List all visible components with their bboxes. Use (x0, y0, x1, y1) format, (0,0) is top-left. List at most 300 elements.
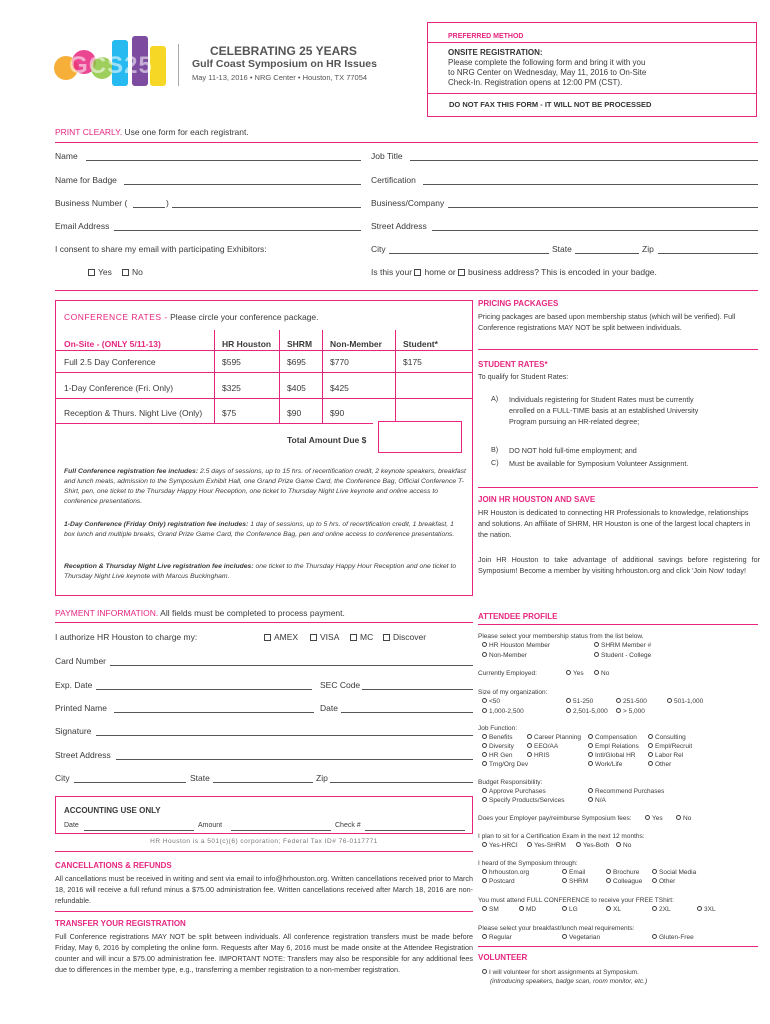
rate-full-nonmember[interactable]: $770 (330, 357, 349, 367)
zip-label: Zip (642, 244, 654, 254)
radio-job-8[interactable] (648, 743, 653, 748)
opt-job-10[interactable] (527, 751, 550, 761)
radio-job-4[interactable] (648, 734, 653, 739)
acc-date-field[interactable] (84, 830, 194, 831)
rates-row-divider-2 (55, 398, 473, 399)
opt-size-7-label: > 5,000 (623, 708, 645, 715)
rate-oneday-nonmember[interactable]: $425 (330, 383, 349, 393)
profile-title: ATTENDEE PROFILE (478, 612, 558, 621)
radio-job-9[interactable] (482, 752, 487, 757)
opt-tshirt-5-label: 2XL (659, 906, 671, 913)
profile-divider (478, 624, 758, 625)
opt-tshirt-2[interactable] (519, 905, 536, 915)
radio-meal-2[interactable] (562, 934, 567, 939)
radio-job-15[interactable] (648, 761, 653, 766)
opt-nonmember-label: Non-Member (489, 652, 527, 659)
consent-no[interactable] (122, 267, 143, 277)
rates-title: CONFERENCE RATES - (64, 312, 168, 322)
join-text-1: HR Houston is dedicated to connecting HR Professionals to knowledge, relationships and solutions. An affiliate of SHRM, HR Houston is one of the largest local chapters in the nation. (478, 508, 751, 539)
rate-row-full-label: Full 2.5 Day Conference (64, 357, 156, 367)
discover-checkbox[interactable] (383, 634, 390, 641)
full-includes-title: Full Conference registration fee includes: (64, 468, 199, 475)
rate-full-hrhouston[interactable]: $595 (222, 357, 241, 367)
email-label: Email Address (55, 221, 110, 231)
visa-label: VISA (320, 632, 340, 642)
volunteer-note: (introducing speakers, badge scan, room monitor, etc.) (490, 978, 648, 985)
radio-meal-3[interactable] (652, 934, 657, 939)
consent-yes[interactable] (88, 267, 112, 277)
radio-tshirt-6[interactable] (697, 906, 702, 911)
opt-heard-6-label: SHRM (569, 878, 589, 885)
opt-job-13[interactable] (482, 760, 528, 770)
radio-budget-1[interactable] (482, 788, 487, 793)
opt-employed-no[interactable] (594, 669, 609, 679)
opt-heard-6[interactable] (562, 877, 588, 887)
reception-includes-title: Reception & Thursday Night Live registration fee includes: (64, 563, 254, 570)
opt-size-1[interactable] (482, 697, 500, 707)
opt-heard-5-label: Postcard (489, 878, 515, 885)
opt-meal-2[interactable] (562, 933, 600, 943)
opt-cert-1-label: Yes-HRCI (489, 842, 518, 849)
volunteer-divider (478, 946, 758, 947)
radio-size-7[interactable] (616, 708, 621, 713)
student-a-text: Individuals registering for Student Rates must be currently enrolled on a FULL-TIME basis at an established University Program pursuing an HR-related degree; (509, 395, 699, 426)
rate-row-oneday-label: 1-Day Conference (Fri. Only) (64, 383, 174, 393)
onsite-title: ONSITE REGISTRATION: (448, 48, 543, 57)
acc-date-label: Date (64, 822, 79, 829)
business-area-code-field[interactable] (133, 207, 165, 208)
acc-check-field[interactable] (365, 830, 465, 831)
pay-street-label: Street Address (55, 750, 111, 760)
radio-shrm[interactable] (594, 642, 599, 647)
radio-student[interactable] (594, 652, 599, 657)
radio-employed-yes[interactable] (566, 670, 571, 675)
name-label: Name (55, 151, 78, 161)
rates-col-shrm: SHRM (287, 339, 313, 349)
total-label: Total Amount Due $ (287, 435, 367, 445)
badge-field[interactable] (124, 184, 361, 185)
student-b-text: DO NOT hold full-time employment; and (509, 446, 637, 455)
opt-size-1-label: <50 (489, 698, 501, 705)
opt-job-10-label: HRIS (534, 752, 550, 759)
certification-field[interactable] (423, 184, 758, 185)
opt-size-5-label: 1,000-2,500 (489, 708, 524, 715)
tshirt-question: You must attend FULL CONFERENCE to receive your FREE TShirt: (478, 897, 674, 904)
rate-reception-nonmember[interactable]: $90 (330, 408, 345, 418)
opt-size-5[interactable] (482, 707, 524, 717)
opt-student-label: Student - College (601, 652, 652, 659)
heard-question: I heard of the Symposium through: (478, 860, 578, 867)
street-label: Street Address (371, 221, 427, 231)
printed-name-label: Printed Name (55, 703, 107, 713)
radio-heard-6[interactable] (562, 878, 567, 883)
oneday-includes (64, 520, 466, 540)
state-label: State (552, 244, 572, 254)
opt-heard-1-label: hrhouston.org (489, 869, 530, 876)
rate-reception-shrm[interactable]: $90 (287, 408, 302, 418)
opt-job-6-label: EEO/AA (534, 743, 559, 750)
rate-row-reception-label: Reception & Thurs. Night Live (Only) (64, 408, 203, 418)
cancel-divider (55, 851, 473, 852)
join-text-2: Join HR Houston to take advantage of additional savings before registering for Symposium! Become a member by visiting hrhouston.org and click 'Join Now' today! (478, 555, 760, 575)
radio-size-3[interactable] (616, 698, 621, 703)
student-c-label: C) (491, 458, 499, 467)
opt-tshirt-3[interactable] (562, 905, 578, 915)
print-clearly-note: Use one form for each registrant. (122, 127, 249, 137)
opt-meal-2-label: Vegetarian (569, 934, 601, 941)
total-amount-field[interactable] (378, 421, 462, 453)
header-dates: May 11-13, 2016 • NRG Center • Houston, TX 77054 (192, 73, 368, 82)
opt-student[interactable] (594, 651, 651, 661)
radio-size-5[interactable] (482, 708, 487, 713)
opt-job-4-label: Consulting (655, 734, 686, 741)
card-discover[interactable] (383, 632, 426, 642)
opt-reimburse-no[interactable] (676, 814, 691, 824)
radio-budget-2[interactable] (588, 788, 593, 793)
sec-label: SEC Code (320, 680, 361, 690)
radio-nonmember[interactable] (482, 652, 487, 657)
radio-heard-4[interactable] (652, 869, 657, 874)
rates-row-divider-3 (55, 423, 373, 424)
nofax-warning: DO NOT FAX THIS FORM - IT WILL NOT BE PROCESSED (449, 100, 652, 109)
mc-label: MC (360, 632, 374, 642)
pay-state-label: State (190, 773, 210, 783)
pricing-title: PRICING PACKAGES (478, 299, 559, 308)
opt-job-15-label: Other (655, 761, 672, 768)
radio-reimburse-no[interactable] (676, 815, 681, 820)
opt-job-3-label: Compensation (595, 734, 637, 741)
radio-job-5[interactable] (482, 743, 487, 748)
exp-field[interactable] (96, 689, 312, 690)
radio-tshirt-5[interactable] (652, 906, 657, 911)
address-type (371, 267, 657, 277)
rates-heading (64, 312, 319, 322)
opt-size-3-label: 251-500 (623, 698, 647, 705)
acc-amount-label: Amount (198, 822, 223, 829)
opt-tshirt-4[interactable] (606, 905, 621, 915)
opt-hrhouston[interactable] (482, 641, 550, 651)
opt-cert-1[interactable] (482, 841, 518, 851)
radio-size-4[interactable] (667, 698, 672, 703)
opt-job-9-label: HR Gen (489, 752, 513, 759)
discover-label: Discover (393, 632, 427, 642)
consent-no-checkbox[interactable] (122, 269, 129, 276)
tax-id: HR Houston is a 501(c)(6) corporation; Federal Tax ID# 76-0117771 (150, 838, 378, 845)
opt-employed-no-label: No (601, 670, 610, 677)
radio-tshirt-4[interactable] (606, 906, 611, 911)
rates-col-student: Student* (403, 339, 438, 349)
radio-budget-4[interactable] (588, 797, 593, 802)
home-checkbox[interactable] (414, 269, 421, 276)
pay-state-field[interactable] (213, 782, 313, 783)
radio-cert-2[interactable] (527, 842, 532, 847)
street-field[interactable] (432, 230, 758, 231)
radio-heard-8[interactable] (652, 878, 657, 883)
rate-full-student[interactable]: $175 (403, 357, 422, 367)
student-b-label: B) (491, 445, 499, 454)
opt-size-7[interactable] (616, 707, 645, 717)
signature-label: Signature (55, 726, 92, 736)
opt-tshirt-4-label: XL (613, 906, 621, 913)
date-label: Date (320, 703, 338, 713)
section-divider-top (55, 142, 758, 143)
opt-reimburse-no-label: No (683, 815, 692, 822)
opt-size-3[interactable] (616, 697, 647, 707)
job-title-label: Job Title (371, 151, 403, 161)
certification-label: Certification (371, 175, 416, 185)
header-subtitle: Gulf Coast Symposium on HR Issues (192, 58, 377, 70)
business-label: business address? This is encoded in your badge. (468, 267, 657, 277)
payment-heading (55, 608, 345, 618)
card-mc[interactable] (350, 632, 373, 642)
pay-street-field[interactable] (116, 759, 473, 760)
opt-budget-4-label: N/A (595, 797, 606, 804)
radio-heard-7[interactable] (606, 878, 611, 883)
rate-full-shrm[interactable]: $695 (287, 357, 306, 367)
opt-tshirt-1[interactable] (482, 905, 499, 915)
rates-col-hrhouston: HR Houston (222, 339, 272, 349)
mc-checkbox[interactable] (350, 634, 357, 641)
opt-tshirt-3-label: LG (569, 906, 578, 913)
join-divider (478, 487, 758, 488)
card-amex[interactable] (264, 632, 298, 642)
radio-job-7[interactable] (588, 743, 593, 748)
payment-title: PAYMENT INFORMATION. (55, 608, 159, 618)
badge-label: Name for Badge (55, 175, 117, 185)
opt-shrm[interactable] (594, 641, 651, 651)
address-type-prefix: Is this your (371, 267, 413, 277)
oneday-includes-title: 1-Day Conference (Friday Only) registration fee includes: (64, 521, 249, 528)
name-field[interactable] (86, 160, 361, 161)
opt-job-2-label: Career Planning (534, 734, 581, 741)
opt-cert-3[interactable] (576, 841, 609, 851)
date-field[interactable] (341, 712, 473, 713)
card-number-label: Card Number (55, 656, 107, 666)
radio-tshirt-3[interactable] (562, 906, 567, 911)
radio-job-13[interactable] (482, 761, 487, 766)
radio-cert-1[interactable] (482, 842, 487, 847)
opt-size-2-label: 51-250 (573, 698, 594, 705)
city-label: City (371, 244, 386, 254)
transfer-text: Full Conference registrations MAY NOT be split between individuals. All conference registration transfers must be made before Friday, May 6, 2016 by completing the online form. Requests after May 6, 2016 must be made onsite at the Attendee Registration counter and will incur a $75.00 administration fee. IMPORTANT NOTE: Transfers may also be responsible for any additional fees due to differences in the member type, e.g., transferring a member registration to a non-member registration. (55, 932, 473, 974)
acc-check-label: Check # (335, 822, 361, 829)
radio-job-6[interactable] (527, 743, 532, 748)
card-visa[interactable] (310, 632, 339, 642)
cert-question: I plan to sit for a Certification Exam in the next 12 months: (478, 833, 645, 840)
opt-heard-7-label: Colleague (613, 878, 643, 885)
student-rates-intro: To qualify for Student Rates: (478, 372, 569, 381)
opt-size-4[interactable] (667, 697, 703, 707)
radio-employed-no[interactable] (594, 670, 599, 675)
opt-heard-5[interactable] (482, 877, 515, 887)
opt-heard-3-label: Brochure (613, 869, 640, 876)
cancellations-title: CANCELLATIONS & REFUNDS (55, 861, 172, 870)
opt-nonmember[interactable] (482, 651, 527, 661)
email-field[interactable] (114, 230, 361, 231)
opt-job-11-label: Intl/Global HR (595, 752, 636, 759)
amex-label: AMEX (274, 632, 299, 642)
opt-reimburse-yes-label: Yes (652, 815, 663, 822)
radio-hrhouston[interactable] (482, 642, 487, 647)
business-number-field[interactable] (172, 207, 361, 208)
opt-tshirt-6-label: 3XL (704, 906, 716, 913)
opt-size-2[interactable] (566, 697, 593, 707)
radio-size-6[interactable] (566, 708, 571, 713)
accounting-title: ACCOUNTING USE ONLY (64, 806, 161, 815)
opt-meal-3-label: Gluten-Free (659, 934, 694, 941)
opt-budget-4[interactable] (588, 796, 606, 806)
job-question: Job Function: (478, 725, 518, 732)
opt-employed-yes-label: Yes (573, 670, 584, 677)
opt-hrhouston-label: HR Houston Member (489, 642, 551, 649)
transfer-title: TRANSFER YOUR REGISTRATION (55, 919, 186, 928)
business-company-field[interactable] (448, 207, 758, 208)
consent-yes-label: Yes (98, 267, 112, 277)
opt-cert-4[interactable] (616, 841, 631, 851)
opt-volunteer-label: I will volunteer for short assignments at Symposium. (489, 969, 639, 976)
opt-job-13-label: Trng/Org Dev (489, 761, 529, 768)
volunteer-title: VOLUNTEER (478, 953, 528, 962)
radio-heard-2[interactable] (562, 869, 567, 874)
radio-cert-4[interactable] (616, 842, 621, 847)
rates-header-divider (55, 350, 473, 351)
radio-job-10[interactable] (527, 752, 532, 757)
opt-job-7-label: Empl Relations (595, 743, 639, 750)
printed-name-field[interactable] (114, 712, 314, 713)
radio-budget-3[interactable] (482, 797, 487, 802)
radio-size-1[interactable] (482, 698, 487, 703)
exp-label: Exp. Date (55, 680, 93, 690)
pay-zip-field[interactable] (330, 782, 473, 783)
header-title: CELEBRATING 25 YEARS (210, 44, 357, 58)
opt-heard-4-label: Social Media (659, 869, 697, 876)
opt-cert-2[interactable] (527, 841, 566, 851)
logo-text: GCS25 (69, 52, 153, 79)
visa-checkbox[interactable] (310, 634, 317, 641)
radio-cert-3[interactable] (576, 842, 581, 847)
sec-field[interactable] (362, 689, 473, 690)
radio-reimburse-yes[interactable] (645, 815, 650, 820)
card-number-field[interactable] (110, 665, 473, 666)
acc-amount-field[interactable] (231, 830, 331, 831)
opt-shrm-label: SHRM Member # (601, 642, 652, 649)
radio-job-1[interactable] (482, 734, 487, 739)
rates-col-divider-1 (214, 330, 215, 423)
student-c-text: Must be available for Symposium Volunteer Assignment. (509, 459, 689, 468)
onsite-text-1: Please complete the following form and bring it with you (448, 58, 646, 67)
opt-heard-2-label: Email (569, 869, 586, 876)
payment-divider (55, 622, 473, 623)
student-rates-title: STUDENT RATES* (478, 360, 548, 369)
radio-heard-1[interactable] (482, 869, 487, 874)
opt-job-1-label: Benefits (489, 734, 513, 741)
opt-size-4-label: 501-1,000 (674, 698, 704, 705)
opt-tshirt-6[interactable] (697, 905, 716, 915)
full-includes (64, 467, 466, 507)
radio-job-11[interactable] (588, 752, 593, 757)
opt-job-15[interactable] (648, 760, 671, 770)
radio-tshirt-2[interactable] (519, 906, 524, 911)
radio-heard-3[interactable] (606, 869, 611, 874)
radio-job-2[interactable] (527, 734, 532, 739)
pricing-divider (478, 349, 758, 350)
opt-job-14[interactable] (588, 760, 622, 770)
opt-budget-1-label: Approve Purchases (489, 788, 546, 795)
payment-note: All fields must be completed to process payment. (158, 608, 345, 618)
radio-heard-5[interactable] (482, 878, 487, 883)
nofax-divider (427, 93, 757, 94)
opt-job-14-label: Work/Life (595, 761, 623, 768)
join-title: JOIN HR HOUSTON AND SAVE (478, 495, 596, 504)
oneday-includes-text: 1 day of sessions, up to 5 hrs. of recertification credit, 1 breakfast, 1 box lunch and multiple breaks, Grand Prize Game Card, the Conference Bag, pen and online access to conference presentations. (64, 521, 455, 538)
rates-col-divider-3 (322, 330, 323, 423)
pay-city-field[interactable] (74, 782, 186, 783)
business-number-close: ) (166, 198, 169, 208)
opt-employed-yes[interactable] (566, 669, 584, 679)
opt-budget-2-label: Recommend Purchases (595, 788, 665, 795)
consent-label: I consent to share my email with participating Exhibitors: (55, 244, 267, 254)
opt-meal-1[interactable] (482, 933, 512, 943)
employed-question: Currently Employed: (478, 670, 537, 677)
print-clearly-label: PRINT CLEARLY. (55, 127, 123, 137)
radio-job-12[interactable] (648, 752, 653, 757)
budget-question: Budget Responsibility: (478, 779, 543, 786)
consent-no-label: No (132, 267, 143, 277)
city-field[interactable] (389, 253, 549, 254)
header-divider (178, 44, 179, 86)
rates-col-onsite: On-Site - (ONLY 5/11-13) (64, 339, 161, 349)
opt-cert-3-label: Yes-Both (583, 842, 610, 849)
business-company-label: Business/Company (371, 198, 445, 208)
opt-heard-8[interactable] (652, 877, 675, 887)
radio-size-2[interactable] (566, 698, 571, 703)
amex-checkbox[interactable] (264, 634, 271, 641)
radio-job-14[interactable] (588, 761, 593, 766)
rate-reception-hrhouston[interactable]: $75 (222, 408, 237, 418)
radio-volunteer[interactable] (482, 969, 487, 974)
opt-job-12-label: Labor Rel (655, 752, 684, 759)
opt-budget-3[interactable] (482, 796, 565, 806)
zip-field[interactable] (658, 253, 758, 254)
consent-yes-checkbox[interactable] (88, 269, 95, 276)
opt-tshirt-1-label: SM (489, 906, 499, 913)
meal-question: Please select your breakfast/lunch meal requirements: (478, 925, 635, 932)
opt-tshirt-5[interactable] (652, 905, 671, 915)
opt-size-6[interactable] (566, 707, 608, 717)
signature-field[interactable] (96, 735, 473, 736)
opt-job-8-label: Empl/Recruit (655, 743, 693, 750)
opt-meal-3[interactable] (652, 933, 694, 943)
radio-job-3[interactable] (588, 734, 593, 739)
job-title-field[interactable] (410, 160, 758, 161)
full-includes-text: 2.5 days of sessions, up to 15 hrs. of recertification credit, 2 keynote speakers, breakfast and lunch meals, admission to the Symposium Exhibit Hall, one Grand Prize Game Card, the Conference Bag, Official Conference T-Shirt, pen, one ticket to the Thursday Happy Hour Reception, one ticket to Thursday Night Live keynote and online access to conference presentations. (64, 468, 466, 505)
home-label: home or (424, 267, 456, 277)
radio-tshirt-1[interactable] (482, 906, 487, 911)
accounting-box (55, 796, 473, 834)
business-checkbox[interactable] (458, 269, 465, 276)
opt-heard-7[interactable] (606, 877, 642, 887)
rate-oneday-hrhouston[interactable]: $325 (222, 383, 241, 393)
opt-cert-4-label: No (623, 842, 632, 849)
opt-reimburse-yes[interactable] (645, 814, 663, 824)
opt-cert-2-label: Yes-SHRM (534, 842, 566, 849)
opt-tshirt-2-label: MD (526, 906, 537, 913)
rate-oneday-shrm[interactable]: $405 (287, 383, 306, 393)
state-field[interactable] (575, 253, 639, 254)
cancellations-text: All cancellations must be received in writing and sent via email to info@hrhouston.org. Written cancellations received prior to March 18, 2016 will receive a full refund minus a $75.00 administration fee. Written cancellations received after March 18, 2016 are non-refundable. (55, 874, 473, 905)
radio-meal-1[interactable] (482, 934, 487, 939)
pricing-text: Pricing packages are based upon membership status (which will be verified). Full Conference registrations MAY NOT be split between individuals. (478, 312, 736, 332)
